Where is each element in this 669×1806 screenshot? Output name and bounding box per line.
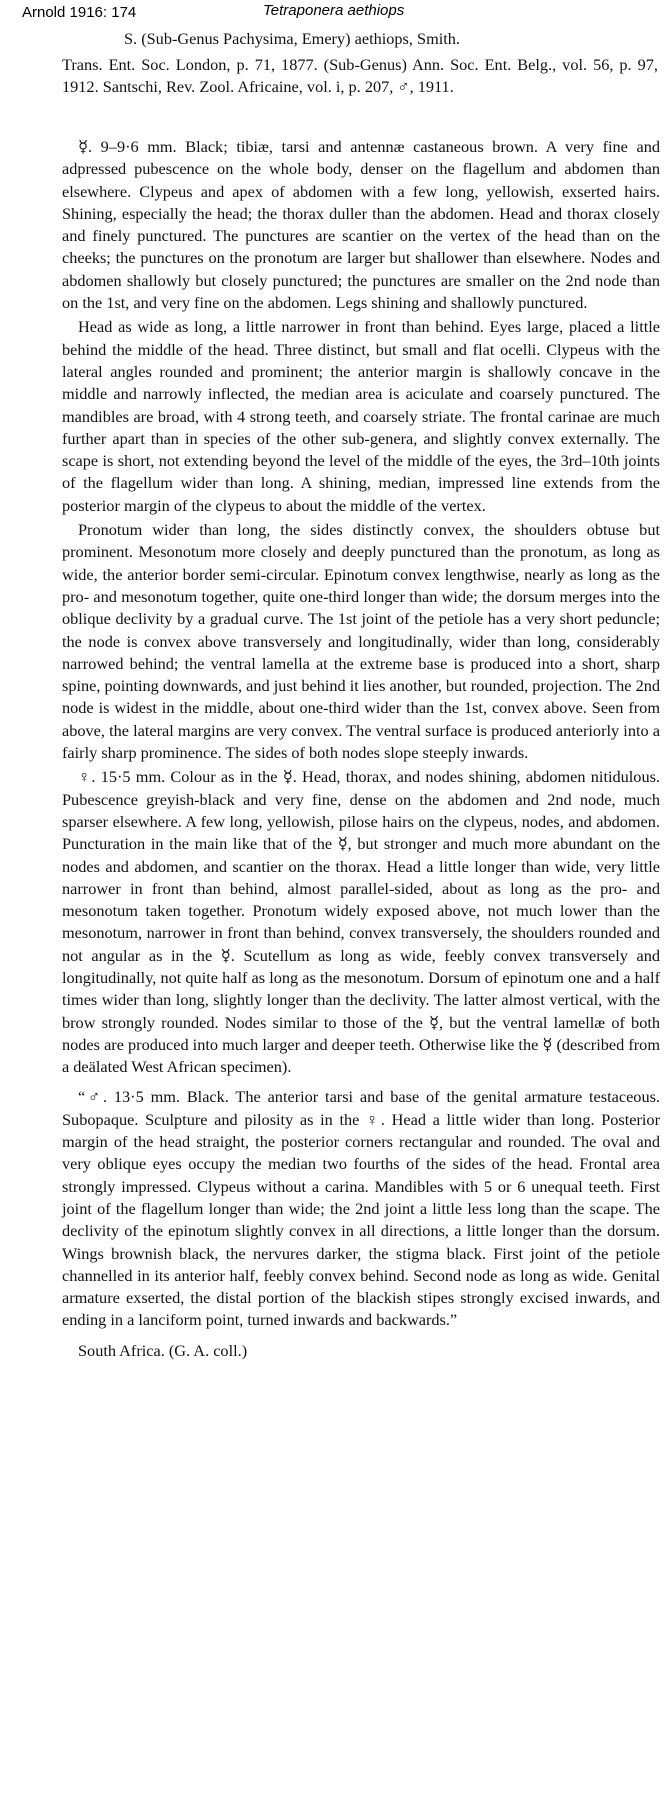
description-body — [62, 136, 660, 1364]
worker-description-paragraph: ☿. 9–9·6 mm. Black; tibiæ, tarsi and antennæ castaneous brown. A very fine and adpressed pubescence on the whole body, denser on the flagellum and abdomen than elsewhere. Clypeus and apex of abdomen with a few long, yellowish, exserted hairs. Shining, especially the head; the thorax duller than the abdomen. Head and thorax closely and finely punctured. The punctures are scantier on the vertex of the head than on the cheeks; the punctures on the pronotum are larger but shallower than elsewhere. Nodes and abdomen shallowly but closely punctured; the punctures are smaller on the 2nd node than on the 1st, and very fine on the abdomen. Legs shining and shallowly punctured. — [62, 137, 660, 313]
header-species-name: Tetraponera aethiops — [263, 2, 405, 19]
taxon-heading: S. (Sub-Genus Pachysima, Emery) aethiops, Smith. — [124, 29, 460, 48]
female-description-paragraph: ♀. 15·5 mm. Colour as in the ☿. Head, thorax, and nodes shining, abdomen nitidulous. Pubescence greyish-black and very fine, dense on the abdomen and 2nd node, much sparser elsewhere. A few long, yellowish, pilose hairs on the clypeus, nodes, and abdomen. Puncturation in the main like that of the ☿, but stronger and much more abundant on the nodes and abdomen, and scantier on the thorax. Head a little longer than wide, very little narrower in front than behind, almost parallel-sided, about as long as the pro- and mesonotum taken together. Pronotum widely exposed above, not much lower than the mesonotum, narrower in front than behind, convex transversely, the shoulders rounded and not angular as in the ☿. Scutellum as long as wide, feebly convex transversely and longitudinally, not quite half as long as the mesonotum. Dorsum of epinotum one and a half times wider than long, slightly longer than the declivity. The latter almost vertical, with the brow strongly rounded. Nodes similar to those of the ☿, but the ventral lamellæ of both nodes are produced into much larger and deeper teeth. Otherwise like the ☿ (described from a deälated West African specimen). — [62, 767, 660, 1077]
thorax-description-paragraph: Pronotum wider than long, the sides distinctly convex, the shoulders obtuse but prominent. Mesonotum more closely and deeply punctured than the pronotum, as long as wide, the anterior border semi-circular. Epinotum convex lengthwise, nearly as long as the pro- and mesonotum together, quite one-third longer than wide; the dorsum merges into the oblique declivity by a gradual curve. The 1st joint of the petiole has a very short peduncle; the node is convex above transversely and longitudinally, wider than long, considerably narrowed behind; the ventral lamella at the extreme base is produced into a short, sharp spine, pointing downwards, and just behind it lies another, but rounded, projection. The 2nd node is widest in the middle, about one-third wider than the 1st, convex above. Seen from above, the lateral margins are very convex. The ventral surface is produced anteriorly into a fairly sharp prominence. The sides of both nodes slope steeply inwards. — [62, 520, 660, 763]
male-description-paragraph: “♂. 13·5 mm. Black. The anterior tarsi and base of the genital armature testaceous. Subopaque. Sculpture and pilosity as in the ♀. Head a little wider than long. Posterior margin of the head straight, the posterior corners rectangular and rounded. The oval and very oblique eyes occupy the median two fourths of the sides of the head. Frontal area strongly impressed. Clypeus without a carina. Mandibles with 5 or 6 unequal teeth. First joint of the flagellum longer than wide; the 2nd joint a little less long than the scape. The declivity of the epinotum slightly convex in all directions, a little longer than the dorsum. Wings brownish black, the nervures darker, the stigma black. First joint of the petiole channelled in its anterior half, feebly convex behind. Second node as long as wide. Genital armature exserted, the distal portion of the blackish stipes strongly excised inwards, and ending in a lanciform point, turned inwards and backwards.” — [62, 1087, 660, 1330]
locality-paragraph: South Africa. (G. A. coll.) — [78, 1340, 248, 1360]
head-description-paragraph: Head as wide as long, a little narrower in front than behind. Eyes large, placed a little behind the middle of the head. Three distinct, but small and flat ocelli. Clypeus with the lateral angles rounded and prominent; the anterior margin is shallowly concave in the middle and narrowly inflected, the median area is aciculate and coarsely punctured. The mandibles are broad, with 4 strong teeth, and coarsely striate. The frontal carinae are much further apart than in species of the other sub-genera, and slightly convex externally. The scape is short, not extending beyond the level of the middle of the eyes, the 3rd–10th joints of the flagellum wider than long. A shining, median, impressed line extends from the posterior margin of the clypeus to about the middle of the vertex. — [62, 317, 660, 515]
header-citation: Arnold 1916: 174 — [22, 4, 137, 21]
bibliographic-references: Trans. Ent. Soc. London, p. 71, 1877. (Sub-Genus) Ann. Soc. Ent. Belg., vol. 56, p. 97, 1912. Santschi, Rev. Zool. Africaine, vol. i, p. 207, ♂, 1911. — [62, 55, 658, 96]
